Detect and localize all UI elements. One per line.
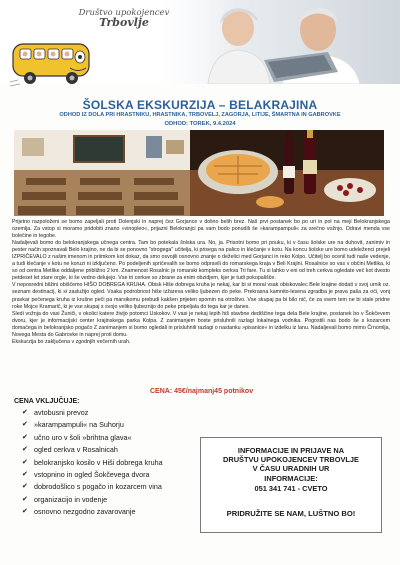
organization-name	[54, 8, 194, 28]
list-item	[22, 408, 163, 420]
checkmark-icon: ✔	[22, 470, 28, 478]
list-item	[22, 458, 163, 470]
includes-heading: CENA VKLJUČUJE:	[14, 398, 80, 405]
list-item-label: organizacijo in vodenje	[34, 494, 108, 504]
list-item-label: dobrodošlico s pogačo in kozarcem vina	[34, 482, 162, 492]
contact-info-box	[200, 437, 382, 533]
list-item	[22, 507, 163, 519]
paragraph: V neposredni bližini obiščemo HIŠO DOBREGA KRUHA. Obisk Hiše dobrega kruha je nekaj, kar bi si moral vsak obiskovalec Bele krajine dodati v svoj urnik oz. seznam destinacij, ki si zaslužijo ogled. Vsaka podrobnost hiše izžareva veliko ljubezen do peke. Prekrasna kamnito-lesena zgradba je prava paša za oči, vonj pravkar pečenega kruha iz krušne peči pa marsikomu prebudi kakšen prijeten spomin na otroštvo. Vse skupaj pa bi bilo nič, če za vsem tem ne bi stale pridne roke Mojce Kramarič, ki je vse skupaj s svojo veliko ljubeznijo do peke pripeljala do tega kar je danes.	[12, 282, 390, 310]
paragraph: Ekskurzija bo zaključena v zgodnjih večernih urah.	[12, 338, 131, 345]
price-label: CENA: 45€/najmanj45 potnikov	[150, 388, 254, 395]
checkmark-icon: ✔	[22, 446, 28, 454]
list-item-label: osnovno nezgodno zavarovanje	[34, 507, 136, 517]
food-and-wine-photo	[190, 130, 384, 216]
checkmark-icon: ✔	[22, 409, 28, 416]
cartoon-bus-illustration	[10, 36, 96, 90]
checkmark-icon: ✔	[22, 483, 28, 491]
list-item-label: učno uro v šoli »brihtna glava«	[34, 432, 132, 442]
join-us-slogan: PRIDRUŽITE SE NAM, LUŠTNO BO!	[226, 509, 356, 518]
list-item	[22, 445, 163, 457]
checkmark-icon: ✔	[22, 433, 28, 441]
list-item-label: belokranjsko kosilo v Hiši dobrega kruha	[34, 457, 163, 467]
contact-phone: 051 341 741 - CVETO	[254, 484, 328, 493]
list-item-label: vstopnino in ogled Šokčevega dvora	[34, 469, 150, 479]
trip-description	[12, 219, 390, 346]
checkmark-icon: ✔	[22, 495, 28, 503]
paragraph: Prijetno razpoloženi se bomo zapeljali proti Dolenjski in naprej čez Gorjance v dolino belih brez. Naš prvi postanek bo po uri in pol na meji Belokranjskega ozemlja. Za vstop si moramo pridobiti znano »vinopleo«, prijazni Belokranjci pa vam bodo ponudili še »karampampuli« za srečno vožnjo. Odravi menda vse bolečine in tegobe.	[12, 219, 390, 240]
page-title: ŠOLSKA EKSKURZIJA – BELAKRAJINA	[82, 98, 318, 112]
list-item-label: avtobusni prevoz	[34, 408, 89, 417]
list-item-label: »karampampuli« na Suhorju	[34, 420, 124, 430]
list-item	[22, 420, 163, 432]
list-item	[22, 495, 163, 507]
list-item-label: ogled cerkva v Rosalnicah	[34, 445, 118, 455]
header-banner	[0, 0, 400, 84]
info-line: INFORMACIJE:	[264, 474, 318, 483]
checkmark-icon: ✔	[22, 421, 28, 429]
info-line: V ČASU URADNIH UR	[252, 464, 330, 473]
list-item	[22, 470, 163, 482]
seniors-photo	[178, 0, 400, 84]
includes-list	[22, 408, 163, 520]
list-item	[22, 433, 163, 445]
paragraph: Sledi vožnja do vasi Žuniči, v okolici katere živijo potomci Uskokov. V vasi je nekaj lepih hiš stavbne dediščine tega dela Bele krajine, postanek bo v Šokčevem dvoru, kjer je informacijski center krajinskega parka Kolpa. Z zanimanjem boste prisluhnili razlagi lokalnega vodnika. Pogostili nas bodo še s kozarcem domačega in belokranjsko pogačo Z zanimanjem si bomo ogledali in prisluhnili razlagi o nastanku »pisanice« in izdelku iz lanu. Nadaljevali bomo mimo Črnomlja, Novega Mesta do Gabrovke in naprej proti domu.	[12, 310, 390, 338]
list-item	[22, 482, 163, 494]
org-line-2: Trbovlje	[99, 16, 149, 29]
paragraph: Nadaljevali bomo do belokranjskega učnega centra. Tam bo potekala šolska ura. No, ja. Prisotni bomo pri pouku, ki v času šolske ure na duhovit, zanimiv in pester način spoznavali Belo krajino, ne da bi se ponovno "strogega" učitelja, ki prisega na palico in klečanje v kotu. Na koncu šolske ure bomo udeleženci prejeli IZPRIČEVALO z našim imenom in priimkom kot dokaz, da smo osvojili osnovno znanje o deželici med Gorjanci in reko Kolpo. Učitelj bo ocenil tudi naše vedenje, a tudi klečanje v kotu ne koruzi ni izključeno. Po podeljenih spričevalih se bomo odpravili do romarskega kraja v Beli Krajini. Rosalnice so vas v občini Metlika, ki so od centra Metlike oddaljene približno 2 km. Znamenost Rosalnic je romarski kompleks cerkva Tri fare. Tu si lahko v eni od treh cerkva ogledate več kot dvesto petdeset let stare orgle, ki še vedno delujejo. Vse tri cerkve so zbrane za enim obzidjem, kjer je tudi pokopališče.	[12, 240, 390, 282]
classroom-photo	[14, 130, 190, 216]
info-line: DRUŠTVU UPOKOJENCEV TRBOVLJE	[223, 455, 359, 464]
departure-locations: ODHOD IZ DOLA PRI HRASTNIKU, HRASTNIKA, TRBOVELJ, ZAGORJA, LITIJE, ŠMARTNA IN GABROVKE	[59, 112, 341, 118]
checkmark-icon: ✔	[22, 508, 28, 516]
departure-date: ODHOD: TOREK, 9.4.2024	[164, 121, 236, 127]
checkmark-icon: ✔	[22, 458, 28, 466]
info-line: INFORMACIJE IN PRIJAVE NA	[237, 446, 345, 455]
org-line-1: Društvo upokojencev	[78, 8, 170, 18]
